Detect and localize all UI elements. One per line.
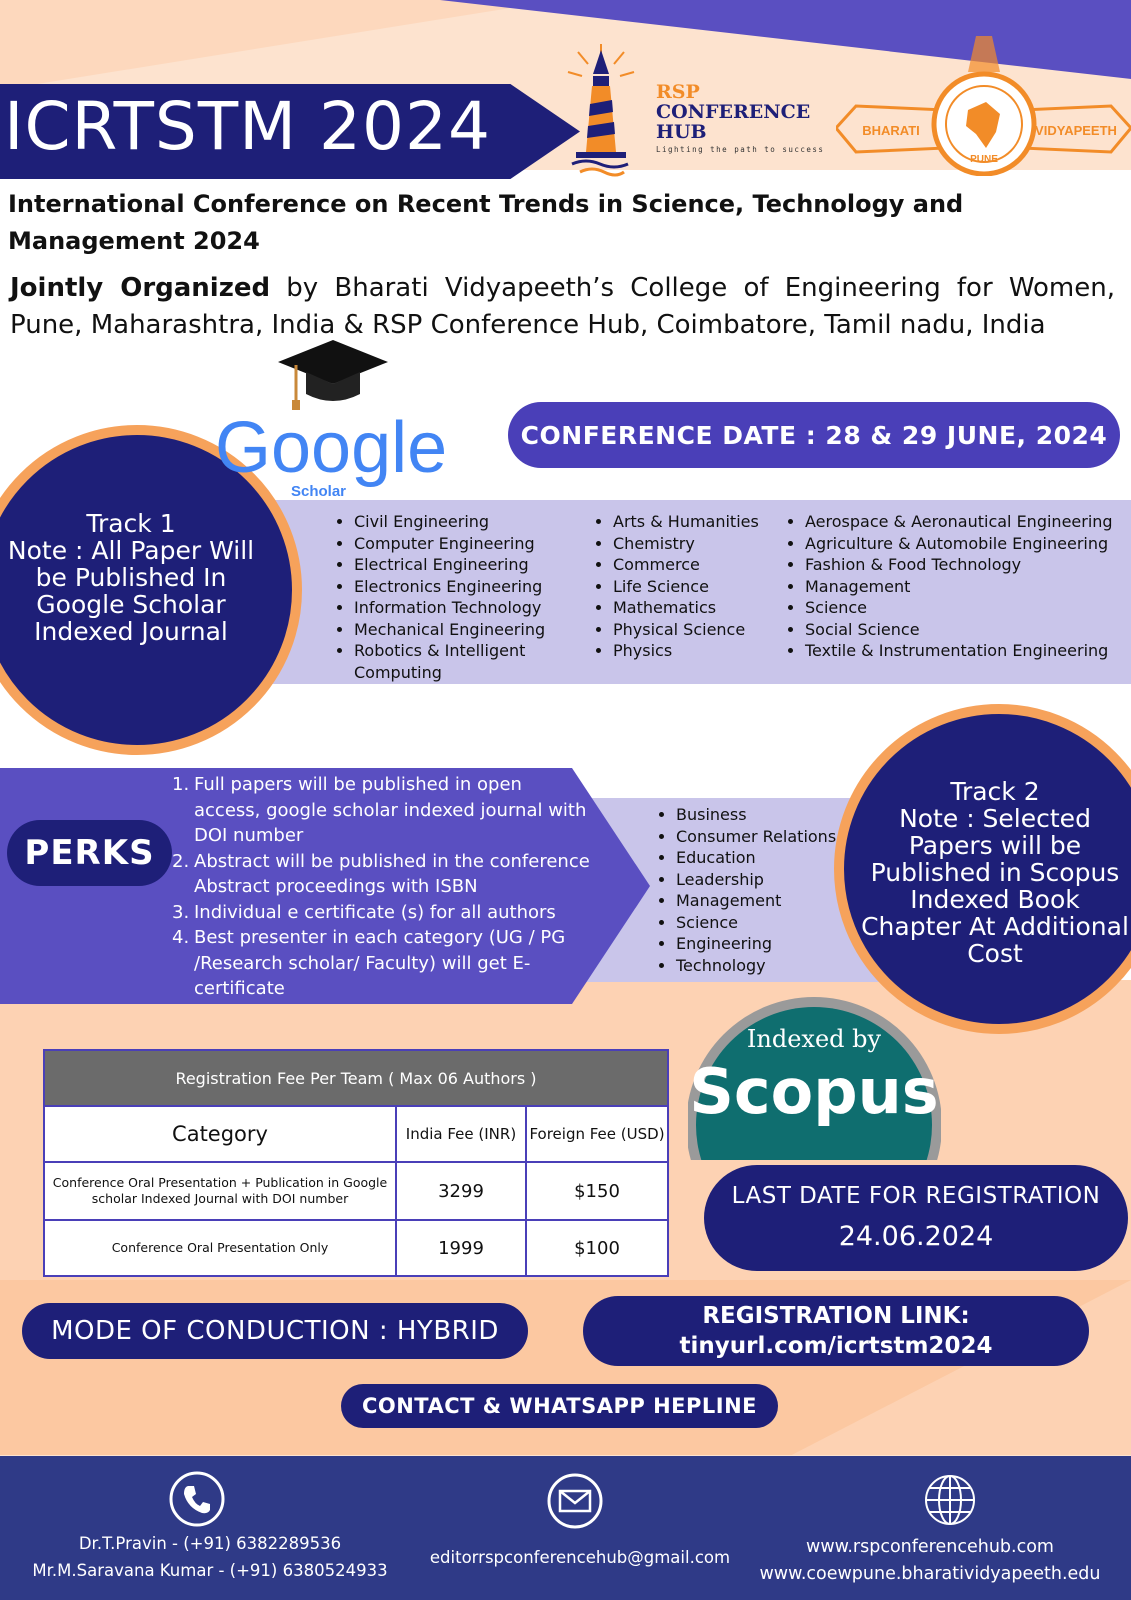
list-item: • Physical Science xyxy=(613,619,783,641)
phone-icon xyxy=(168,1470,226,1528)
list-item: • Textile & Instrumentation Engineering xyxy=(805,640,1131,662)
fee-col-india: India Fee (INR) xyxy=(396,1106,526,1162)
hub-name: RSP CONFERENCE HUB xyxy=(656,81,811,143)
contact-heading: CONTACT & WHATSAPP HEPLINE xyxy=(341,1384,778,1428)
svg-text:BHARATI: BHARATI xyxy=(862,123,920,138)
list-item: • Agriculture & Automobile Engineering xyxy=(805,533,1131,555)
track1-note: Track 1 Note : All Paper Will be Published In Google Scholar Indexed Journal xyxy=(7,509,255,646)
phone-contacts: Dr.T.Pravin - (+91) 6382289536 Mr.M.Saravana Kumar - (+91) 6380524933 xyxy=(32,1534,388,1580)
fee-row-india: 3299 xyxy=(396,1162,526,1220)
svg-text:Scopus: Scopus xyxy=(689,1055,939,1128)
last-date-badge: LAST DATE FOR REGISTRATION 24.06.2024 xyxy=(704,1165,1128,1271)
conference-date-badge: CONFERENCE DATE : 28 & 29 JUNE, 2024 xyxy=(508,402,1120,468)
corner-peach-shape xyxy=(0,0,560,90)
perk-item: Full papers will be published in open access, google scholar indexed journal with DOI number xyxy=(194,774,587,846)
mail-icon xyxy=(546,1472,604,1530)
list-item: • Technology xyxy=(676,955,856,977)
mode-of-conduction: MODE OF CONDUCTION : HYBRID xyxy=(22,1303,528,1359)
fee-table-title: Registration Fee Per Team ( Max 06 Authors ) xyxy=(44,1050,668,1106)
fee-row-category: Conference Oral Presentation + Publication in Google scholar Indexed Journal with DOI number xyxy=(44,1162,396,1220)
fee-row-india: 1999 xyxy=(396,1220,526,1276)
track1-list-engineering xyxy=(354,511,594,683)
list-item: • Electronics Engineering xyxy=(354,576,594,598)
conference-title: ICRTSTM 2024 xyxy=(4,88,492,165)
track1-list-sciences xyxy=(613,511,783,662)
list-item: • Science xyxy=(676,912,856,934)
email-contact[interactable]: editorrspconferencehub@gmail.com xyxy=(429,1548,731,1567)
list-item: • Leadership xyxy=(676,869,856,891)
fee-row-foreign: $150 xyxy=(526,1162,668,1220)
svg-text:Scholar: Scholar xyxy=(291,483,347,500)
list-item: • Mathematics xyxy=(613,597,783,619)
scopus-logo xyxy=(688,985,941,1160)
globe-icon xyxy=(924,1474,976,1526)
track1-list-applied xyxy=(805,511,1131,662)
list-item: • Civil Engineering xyxy=(354,511,594,533)
websites[interactable]: www.rspconferencehub.com www.coewpune.bharatividyapeeth.edu xyxy=(759,1537,1101,1584)
list-item: • Information Technology xyxy=(354,597,594,619)
perks-label: PERKS xyxy=(7,820,172,886)
list-item: • Business xyxy=(676,804,856,826)
bharati-vidyapeeth-logo xyxy=(836,36,1131,176)
organizers: Jointly Organized by Bharati Vidyapeeth’s College of Engineering for Women, Pune, Maharashtra, India & RSP Conference Hub, Coimbatore, Tamil nadu, India xyxy=(10,273,1115,340)
list-item: • Life Science xyxy=(613,576,783,598)
fee-col-foreign: Foreign Fee (USD) xyxy=(526,1106,668,1162)
perks-list xyxy=(172,772,592,1002)
table-row xyxy=(44,1220,668,1276)
list-item: • Physics xyxy=(613,640,783,662)
google-scholar-logo xyxy=(215,410,455,500)
list-item: • Aerospace & Aeronautical Engineering xyxy=(805,511,1131,533)
registration-fee-table xyxy=(43,1049,669,1277)
track2-list xyxy=(676,804,856,976)
list-item: • Mechanical Engineering xyxy=(354,619,594,641)
perk-item: Individual e certificate (s) for all authors xyxy=(194,901,556,923)
list-item: • Education xyxy=(676,847,856,869)
list-item: • Management xyxy=(676,890,856,912)
table-row xyxy=(44,1162,668,1220)
fee-row-foreign: $100 xyxy=(526,1220,668,1276)
svg-text:Google: Google xyxy=(215,410,448,488)
perk-item: Best presenter in each category (UG / PG /Research scholar/ Faculty) will get E-certificate xyxy=(194,927,566,999)
list-item: • Fashion & Food Technology xyxy=(805,554,1131,576)
list-item: • Social Science xyxy=(805,619,1131,641)
list-item: • Arts & Humanities xyxy=(613,511,783,533)
fee-row-category: Conference Oral Presentation Only xyxy=(44,1220,396,1276)
svg-text:VIDYAPEETH: VIDYAPEETH xyxy=(1035,123,1117,138)
list-item: • Computer Engineering xyxy=(354,533,594,555)
conference-full-name: International Conference on Recent Trends in Science, Technology and Management 2024 xyxy=(8,190,964,255)
track2-note: Track 2 Note : Selected Papers will be Published in Scopus Indexed Book Chapter At Additional Cost xyxy=(861,777,1129,968)
svg-text:PUNE: PUNE xyxy=(970,154,998,165)
list-item: • Robotics & Intelligent Computing xyxy=(354,640,594,683)
registration-link[interactable]: REGISTRATION LINK: tinyurl.com/icrtstm2024 xyxy=(583,1296,1089,1366)
perk-item: Abstract will be published in the conference Abstract proceedings with ISBN xyxy=(194,850,590,897)
fee-col-category: Category xyxy=(44,1106,396,1162)
list-item: • Chemistry xyxy=(613,533,783,555)
list-item: • Consumer Relations xyxy=(676,826,856,848)
list-item: • Management xyxy=(805,576,1131,598)
graduation-cap-icon xyxy=(276,338,391,413)
svg-text:Indexed by: Indexed by xyxy=(746,1025,882,1053)
list-item: • Science xyxy=(805,597,1131,619)
list-item: • Engineering xyxy=(676,933,856,955)
hub-tagline: Lighting the path to success xyxy=(656,145,825,154)
list-item: • Electrical Engineering xyxy=(354,554,594,576)
list-item: • Commerce xyxy=(613,554,783,576)
